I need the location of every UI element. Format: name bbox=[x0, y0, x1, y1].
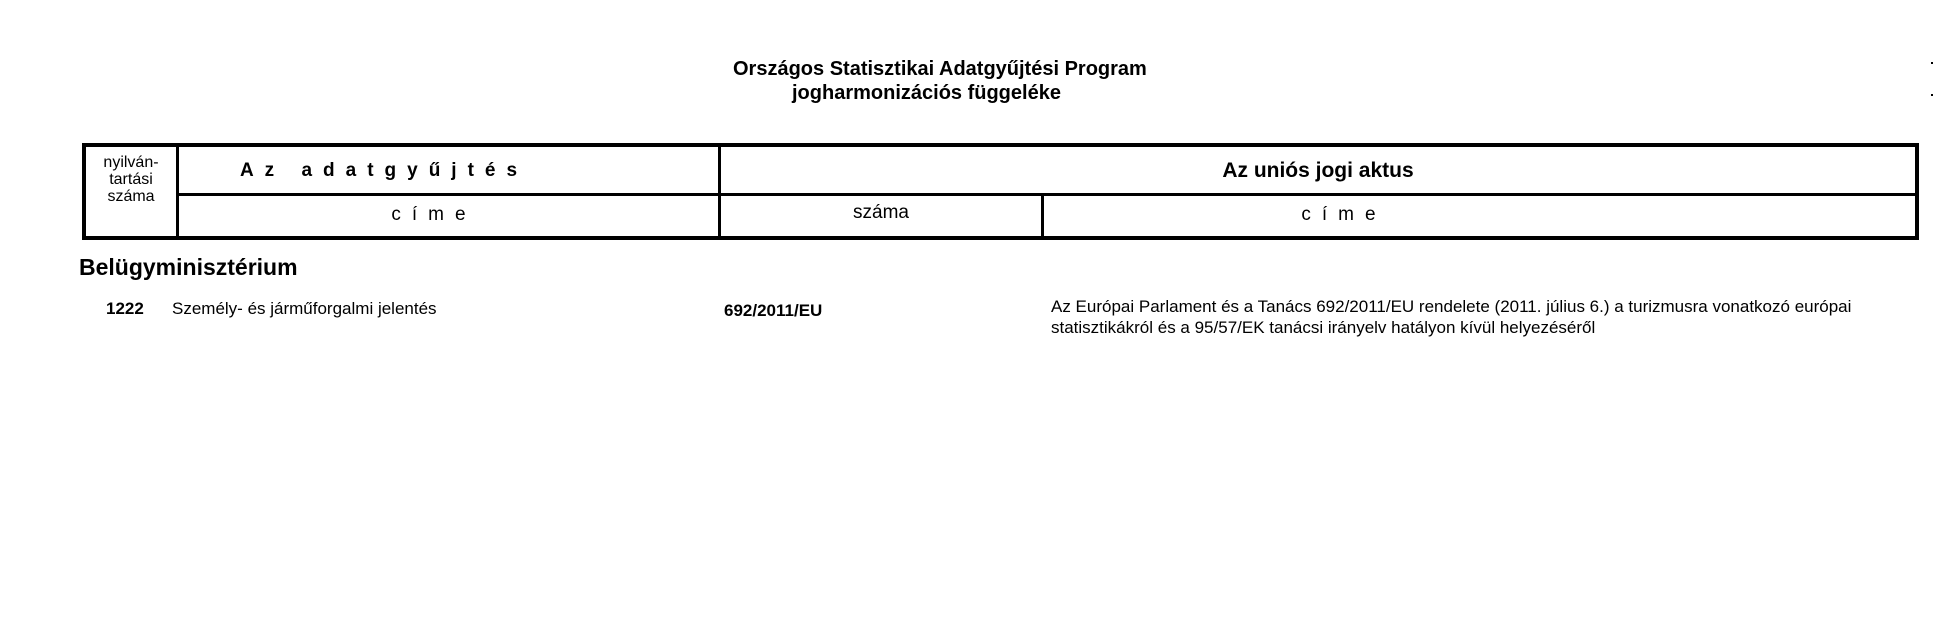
document-title-line1: Országos Statisztikai Adatgyűjtési Program bbox=[733, 58, 1147, 80]
data-collection-title-heading: címe bbox=[391, 204, 477, 225]
registry-label-line2: tartási bbox=[109, 171, 153, 188]
edge-mark bbox=[1931, 94, 1933, 96]
eu-act-title-heading: címe bbox=[1301, 204, 1387, 225]
divider-horizontal bbox=[176, 193, 1915, 196]
registry-label bbox=[86, 154, 176, 205]
registry-label-line1: nyilván- bbox=[103, 154, 159, 171]
eu-act-number: 692/2011/EU bbox=[724, 301, 823, 320]
registry-number: 1222 bbox=[106, 299, 144, 318]
header-table bbox=[82, 143, 1919, 240]
registry-label-line3: száma bbox=[107, 188, 155, 205]
section-heading: Belügyminisztérium bbox=[79, 254, 298, 280]
document-title-line2: jogharmonizációs függeléke bbox=[792, 82, 1061, 104]
eu-act-title: Az Európai Parlament és a Tanács 692/2011/EU rendelete (2011. július 6.) a turizmusra vonatkozó európai statisztikákról és a 95/57/EK tanácsi irányelv hatályon kívül helyezéséről bbox=[1051, 297, 1852, 337]
data-collection-heading: Az adatgyűjtés bbox=[239, 160, 529, 181]
eu-act-number-heading: száma bbox=[853, 202, 909, 223]
data-collection-title: Személy- és járműforgalmi jelentés bbox=[172, 299, 437, 318]
eu-act-heading: Az uniós jogi aktus bbox=[1222, 159, 1414, 182]
edge-mark bbox=[1931, 62, 1933, 64]
